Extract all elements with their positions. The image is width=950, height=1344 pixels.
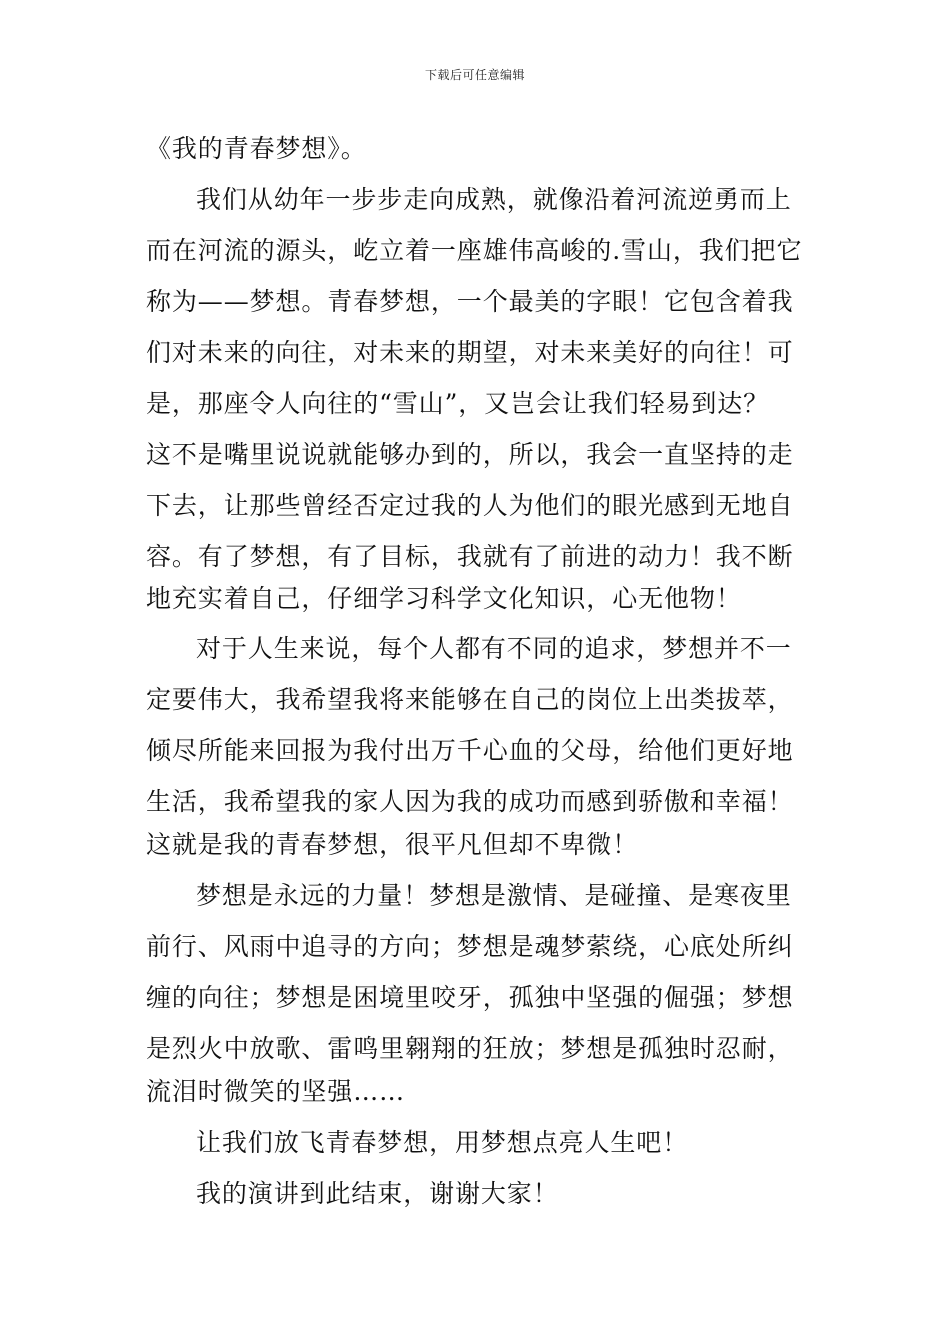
text-line: 流泪时微笑的坚强…… (146, 1077, 406, 1106)
text-line: 倾尽所能来回报为我付出万千心血的父母，给他们更好地 (146, 736, 794, 765)
text-line: 是烈火中放歌、雷鸣里翱翔的狂放；梦想是孤独时忍耐， (146, 1034, 794, 1063)
text-line: 是，那座令人向往的“雪山”，又岂会让我们轻易到达？ (146, 389, 770, 418)
paragraph-start-line: 我们从幼年一步步走向成熟，就像沿着河流逆勇而上 (196, 185, 792, 214)
text-line: 容。有了梦想，有了目标，我就有了前进的动力！我不断 (146, 542, 794, 571)
text-line: 这就是我的青春梦想，很平凡但却不卑微！ (146, 830, 639, 859)
text-line: 下去，让那些曾经否定过我的人为他们的眼光感到无地自 (146, 491, 794, 520)
page-header: 下载后可任意编辑 (424, 68, 525, 82)
text-line: 前行、风雨中追寻的方向；梦想是魂梦萦绕，心底处所纠 (146, 932, 794, 961)
text-line: 这不是嘴里说说就能够办到的，所以，我会一直坚持的走 (146, 440, 794, 469)
text-line: 《我的青春梦想》。 (146, 134, 367, 163)
text-line: 定要伟大，我希望我将来能够在自己的岗位上出类拔萃， (146, 685, 794, 714)
text-line: 称为——梦想。青春梦想，一个最美的字眼！它包含着我 (146, 287, 794, 316)
paragraph-start-line: 梦想是永远的力量！梦想是激情、是碰撞、是寒夜里 (196, 881, 792, 910)
text-line: 而在河流的源头，屹立着一座雄伟高峻的.雪山，我们把它 (146, 236, 803, 265)
paragraph-start-line: 我的演讲到此结束，谢谢大家！ (196, 1179, 559, 1208)
paragraph-start-line: 让我们放飞青春梦想，用梦想点亮人生吧！ (196, 1128, 689, 1157)
paragraph-start-line: 对于人生来说，每个人都有不同的追求，梦想并不一 (196, 634, 792, 663)
text-line: 生活，我希望我的家人因为我的成功而感到骄傲和幸福！ (146, 787, 794, 816)
text-line: 缠的向往；梦想是困境里咬牙，孤独中坚强的倔强；梦想 (146, 983, 794, 1012)
text-line: 地充实着自己，仔细学习科学文化知识，心无他物！ (146, 584, 742, 613)
text-line: 们对未来的向往，对未来的期望，对未来美好的向往！可 (146, 338, 794, 367)
